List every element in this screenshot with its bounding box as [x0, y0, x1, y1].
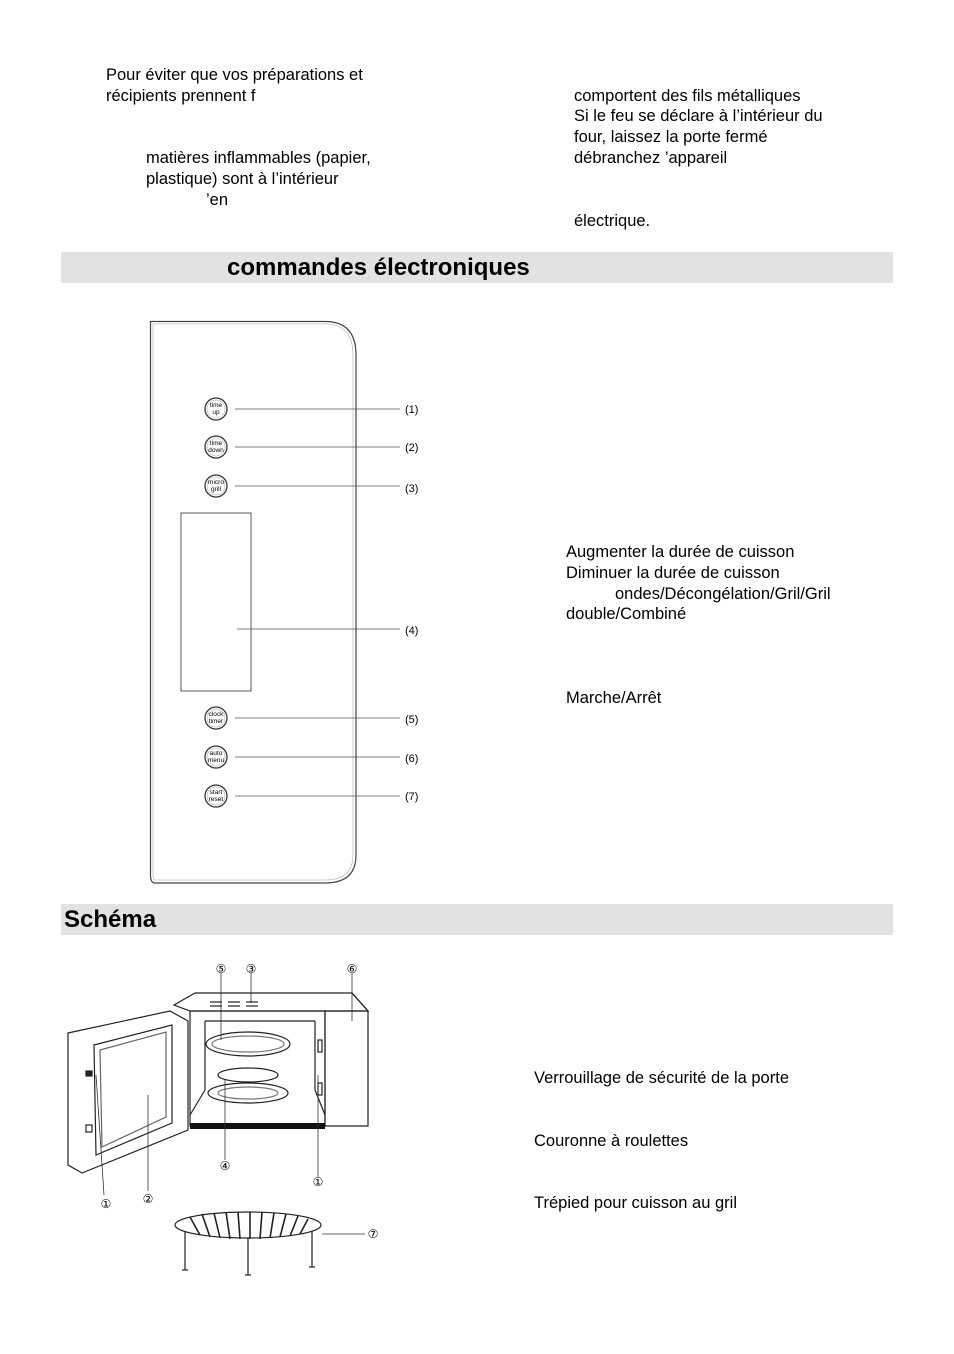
- control-panel-diagram: [140, 315, 440, 890]
- microwave-schematic: [60, 955, 400, 1285]
- time-up-button: [205, 398, 227, 420]
- section-title-commandes: commandes électroniques: [227, 254, 530, 281]
- clock-timer-label-bottom: timer: [208, 718, 224, 725]
- intro-left-line-5: ’en: [206, 191, 229, 209]
- control-desc-4: double/Combiné: [566, 605, 687, 623]
- marker-3: ③: [245, 962, 257, 976]
- callout-1: (1): [405, 404, 419, 416]
- control-desc-3: ondes/Décongélation/Gril/Gril: [615, 585, 831, 603]
- marker-5: ⑤: [215, 962, 227, 976]
- section-header-commandes: [61, 252, 893, 283]
- intro-right-line-5: électrique.: [574, 212, 651, 230]
- time-up-label-bottom: up: [212, 409, 220, 416]
- auto-menu-label-top: auto: [209, 750, 223, 757]
- auto-menu-label-bottom: menu: [207, 757, 225, 764]
- control-desc-1: Augmenter la durée de cuisson: [566, 543, 795, 561]
- micro-grill-button: [205, 475, 227, 497]
- intro-left-line-2: récipients prennent f: [106, 87, 256, 105]
- marker-1-left: ①: [100, 1197, 112, 1211]
- time-down-label-top: time: [209, 440, 223, 447]
- clock-timer-button: [205, 707, 227, 729]
- section-title-schema: Schéma: [64, 906, 157, 933]
- marker-6: ⑥: [346, 962, 358, 976]
- time-up-label-top: time: [209, 402, 223, 409]
- intro-left-line-1: Pour éviter que vos préparations et: [106, 66, 363, 84]
- intro-right-line-4: débranchez ’appareil: [574, 149, 728, 167]
- schema-desc-3: Trépied pour cuisson au gril: [534, 1194, 737, 1212]
- intro-right-line-2: Si le feu se déclare à l’intérieur du: [574, 107, 823, 125]
- section-header-schema: [61, 904, 893, 935]
- micro-grill-label-bottom: grill: [210, 486, 222, 493]
- intro-left-line-3: matières inflammables (papier,: [146, 149, 371, 167]
- marker-1-right: ①: [312, 1175, 324, 1189]
- callout-2: (2): [405, 442, 419, 454]
- control-desc-5: Marche/Arrêt: [566, 689, 662, 707]
- time-down-label-bottom: down: [208, 447, 224, 454]
- callout-6: (6): [405, 753, 419, 765]
- clock-timer-label-top: clock: [208, 711, 224, 718]
- micro-grill-label-top: micro: [208, 479, 224, 486]
- marker-2: ②: [142, 1192, 154, 1206]
- display-window: [181, 513, 251, 691]
- start-reset-label-bottom: reset: [208, 796, 224, 803]
- callout-7: (7): [405, 791, 419, 803]
- schema-desc-1: Verrouillage de sécurité de la porte: [534, 1069, 789, 1087]
- intro-right-line-1: comportent des fils métalliques: [574, 87, 801, 105]
- callout-4: (4): [405, 625, 419, 637]
- start-reset-button: [205, 785, 227, 807]
- intro-left-line-4: plastique) sont à l’intérieur: [146, 170, 339, 188]
- schema-desc-2: Couronne à roulettes: [534, 1132, 689, 1150]
- callout-5: (5): [405, 714, 419, 726]
- callout-3: (3): [405, 483, 419, 495]
- control-desc-2: Diminuer la durée de cuisson: [566, 564, 780, 582]
- marker-4: ④: [219, 1159, 231, 1173]
- time-down-button: [205, 436, 227, 458]
- start-reset-label-top: start: [209, 789, 223, 796]
- auto-menu-button: [205, 746, 227, 768]
- marker-7: ⑦: [367, 1227, 379, 1241]
- intro-right-line-3: four, laissez la porte fermé: [574, 128, 768, 146]
